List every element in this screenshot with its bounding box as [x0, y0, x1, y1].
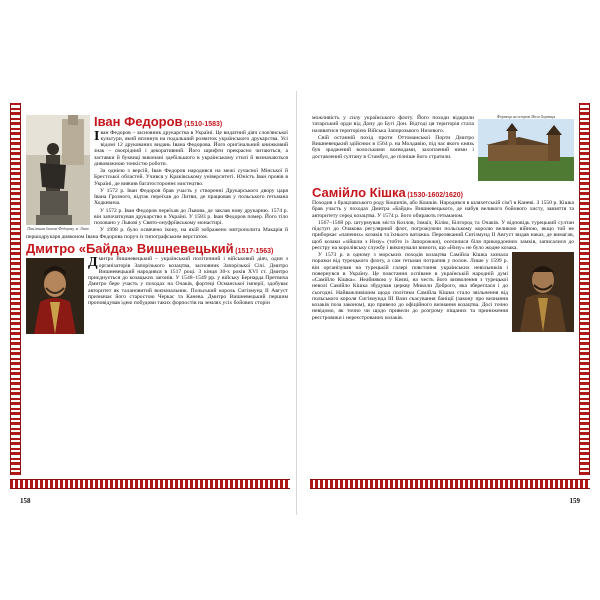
- fedorov-years: (1510-1583): [184, 121, 223, 128]
- fedorov-paragraph: У 1572 р. Іван Федоров брав участь у створенні Друкарського двору царя Івана Грозного, відтак переїхав до Литви, де працював у польського гетьмана Ходкевича.: [94, 187, 288, 207]
- embroidery-border-vertical: [10, 103, 21, 475]
- kishka-name: Самійло Кішка: [312, 184, 406, 200]
- right-page: [304, 91, 594, 515]
- fedorov-paragraph: У 1998 р. було освячено ікону, на якій зображено митрополита Макарія й першодрукаря дияконом Івана Федорова поруч із типографським верстатом.: [26, 227, 288, 240]
- embroidery-border-horizontal: [10, 479, 290, 489]
- kishka-paragraph: 1567–1568 рр. штурмував міста Козлов, Ізмаїл, Кілію, Білгород та Очаків. У відповідь турецький султан підступ до Очакова регулярний флот, погрожуючи польському королю великою війною, якщо той не приборкає «папених» козаків та їхнього ватажка. Переляканий Сигізмунд II Август видав наказ, де вимагав, щоб козаки «зійшли з Низу» (тобто із Запорожжя), оселилися біля прикордонних замків, записалися до реєстру на королівську службу і виконували вимоги, що «Низу» не було жодне козака.: [312, 219, 574, 251]
- fortress-photo: [478, 115, 574, 184]
- fedorov-paragraph: У 1572 р. Іван Федоров переїхав до Львова, де заклав нову друкарню. 1574 р. він започаткував друкарство в Україні. У 1583 р. Іван Федоров помер. Його тіло поховано у Львові у Свято-онуфріївському монастирі.: [94, 207, 288, 227]
- page-number-left: 158: [20, 497, 31, 505]
- kishka-portrait: [512, 252, 574, 334]
- vyshnevetsky-paragraph: Дмитро Вишневецький – український політичний і військовий діяч, один з організаторів Запорізького козацтва, засновник Запорізької Січі. Дмитро Вишневецький народився в 1517 році. З кінця 30-х років XVI ст. Дмитро приєднується до козацьких загонів. У 1548–1549 рр. у війську Бернарда Претвича Дмитро бере участь у походах на Очаків, фортеці Османської імперії, здобуває авторитет як талановитий воєначальник. Польський король Сигізмунд II Август призначає його старостою Черкас та Канева. Дмитро Вишневецький першим проповідував ідею побудови таких форпостів на землях усіх бойових сторін: [88, 255, 288, 307]
- fortress-image: [478, 119, 574, 181]
- vyshnevetsky-dropcap: Д: [88, 255, 98, 271]
- left-page: [6, 91, 297, 515]
- top-paragraph-2: Свій останній похід проти Оттоманської Порти Дмитро Вишневецький здійснює в 1564 р. на Молдавію, під час якого князь був зраджений волоськими воєводами, захоплений ними і доставлений султану в Стамбул, де пізніше його стратили.: [312, 134, 474, 160]
- fedorov-paragraph: Іван Федоров – засновник друкарства в Україні. Це видатний діяч слов'янської культури, який вплинув на подальший розвиток українського друкарства. Усі відомі 12 друкованих видань Івана Федорова. Його оригінальний книжковий знак – своєрідний і декоративний. Його шрифти прекрасно читаються, а заставки й буквиці виконані здебільшого в українському стилі й визначаються дивовижною тонкістю роботи.: [94, 128, 288, 167]
- vyshnevetsky-years: (1517-1563): [235, 247, 274, 255]
- kishka-paragraph: Походив з брацлавського роду Кошичів, або Кошків. Народився в шляхетській сім'ї в Каневі. З 1550 р. Кішка брав участь у походах Дмитра «Байди» Вишневецького, де набув великого бойового хисту, завзяття та авторитету серед козацтва. У 1574 р. його обирають гетьманом.: [312, 200, 574, 219]
- fedorov-paragraph: За однією з версій, Іван Федоров народився на межі сучасної Мінської й Брестської областей. Учився у Краківському університеті. Юність Іван провів в Україні, де вивчив багатостороннє мистецтво.: [94, 168, 288, 187]
- vyshnevetsky-name: Дмитро «Байда» Вишневецький: [26, 240, 234, 256]
- fedorov-monument-photo: [26, 115, 90, 232]
- vyshnevetsky-heading: [26, 242, 288, 257]
- page-number-right: 159: [569, 497, 580, 505]
- embroidery-border-horizontal: [310, 479, 590, 489]
- right-page-content: [312, 115, 574, 336]
- top-paragraph: можливість у силу українського флоту. Його походи відкрили татарський орди від Дону до Бугі Дон. Відтоді ця територія стала називатися територією Війська Запорозького Низового.: [312, 115, 474, 134]
- fedorov-photo-caption: Пам'ятник Іванові Федорову, м. Львів: [27, 227, 89, 232]
- kishka-paragraph: У 1573 р. в одному з морських походів козацтва Самійла Кішка зазнала поразки від турецького флоту, а сам гетьман потрапив у полон. Лише у 1599 р. він організував на турецькій галері повстання українських невільників і повернувся в Україну. Це повстання оспіване в українській народній думі «Самійло Кішка». Неабиякою у Києві, на честь його визволення з турецької неволі Самійло Кішка збудував церкву Миколи Доброго, яка збереглася і до сьогодні. Найважливішим щодо політики Самійла Кішки стало звільнення від польського короля Сигізмунда III Вази скасування баніції (закону про визнання козаків поза законом), що привело до офіційного визнання козацтва. Досі точно невідомо, як точно чи щодо привели до розгрому піщаних та приниження реєстровики і нереєстрованих козаків.: [312, 252, 508, 321]
- left-page-content: [26, 115, 288, 339]
- portrait-image: [512, 252, 574, 332]
- vyshnevetsky-portrait: [26, 258, 84, 336]
- kishka-heading: [312, 186, 574, 201]
- embroidery-border-vertical: [579, 103, 590, 475]
- kishka-years: (1530-1602/1620): [407, 191, 463, 199]
- fortress-photo-caption: Фортеця на острові Мала Хортиця: [496, 115, 556, 119]
- monument-image: [26, 115, 90, 225]
- fedorov-name: Іван Федоров: [94, 114, 183, 129]
- fedorov-dropcap: І: [94, 128, 100, 144]
- portrait-image: [26, 258, 84, 334]
